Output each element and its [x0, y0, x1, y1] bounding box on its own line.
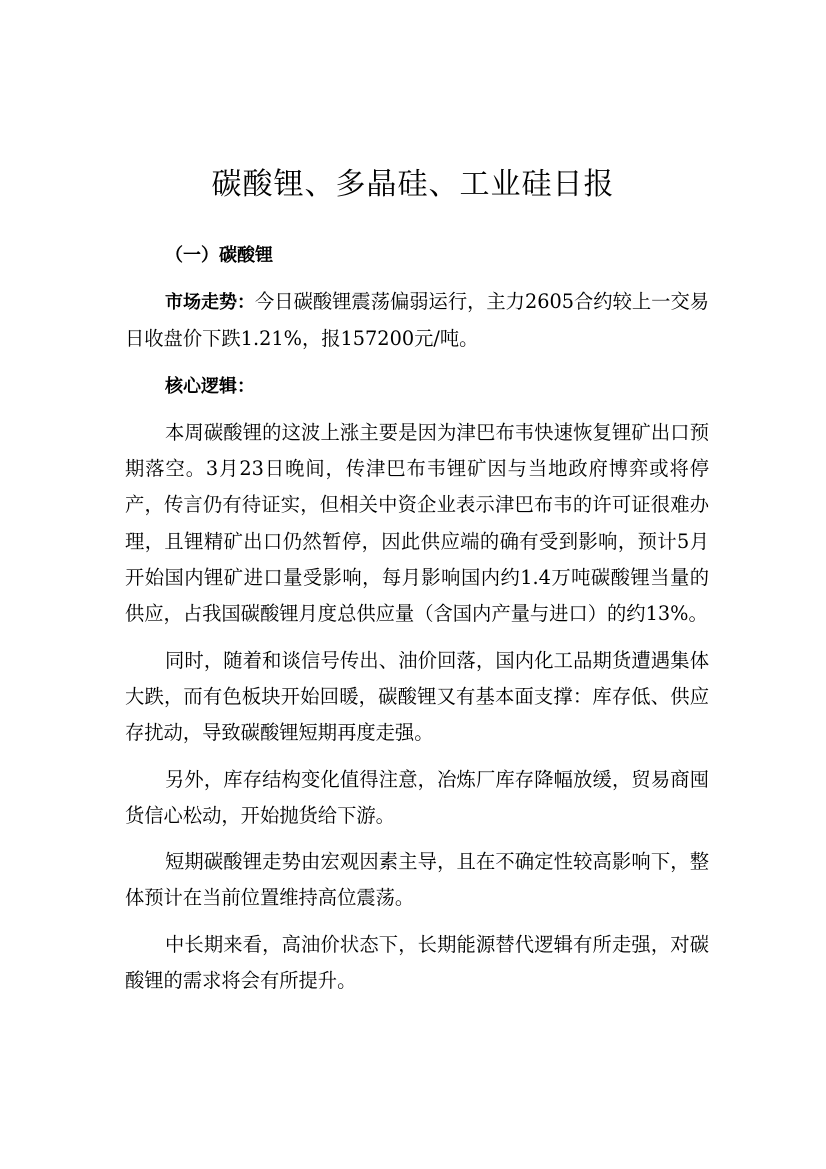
- body-paragraph: 中长期来看，高油价状态下，长期能源替代逻辑有所走强，对碳酸锂的需求将会有所提升。: [125, 932, 709, 993]
- page-title: 碳酸锂、多晶硅、工业硅日报: [211, 167, 615, 203]
- document-body: [125, 238, 709, 1009]
- body-paragraph: 短期碳酸锂走势由宏观因素主导，且在不确定性较高影响下，整体预计在当前位置维持高位震荡。: [125, 850, 709, 910]
- body-paragraph: 同时，随着和谈信号传出、油价回落，国内化工品期货遭遇集体大跌，而有色板块开始回暖，碳酸锂又有基本面支撑：库存低、供应存扰动，导致碳酸锂短期再度走强。: [125, 648, 709, 745]
- market-trend-label: 市场走势：: [165, 292, 256, 313]
- market-trend-text: 今日碳酸锂震荡偏弱运行，主力2605合约较上一交易日收盘价下跌1.21%，报157200元/吨。: [125, 290, 710, 351]
- section-heading: （一）碳酸锂: [165, 245, 273, 266]
- core-logic-label: 核心逻辑：: [165, 375, 255, 397]
- core-logic-heading: [125, 368, 709, 405]
- body-paragraph: 本周碳酸锂的这波上涨主要是因为津巴布韦快速恢复锂矿出口预期落空。3月23日晚间，传津巴布韦锂矿因与当地政府博弈或将停产，传言仍有待证实，但相关中资企业表示津巴布韦的许可证很难办理，且锂精矿出口仍然暂停，因此供应端的确有受到影响，预计5月开始国内锂矿进口量受影响，每月影响国内约1.4万吨碳酸锂当量的供应，占我国碳酸锂月度总供应量（含国内产量与进口）的约13%。: [125, 420, 709, 626]
- body-paragraph: 另外，库存结构变化值得注意，冶炼厂库存降幅放缓，贸易商囤货信心松动，开始抛货给下游。: [125, 767, 709, 827]
- market-trend-paragraph: [125, 284, 709, 358]
